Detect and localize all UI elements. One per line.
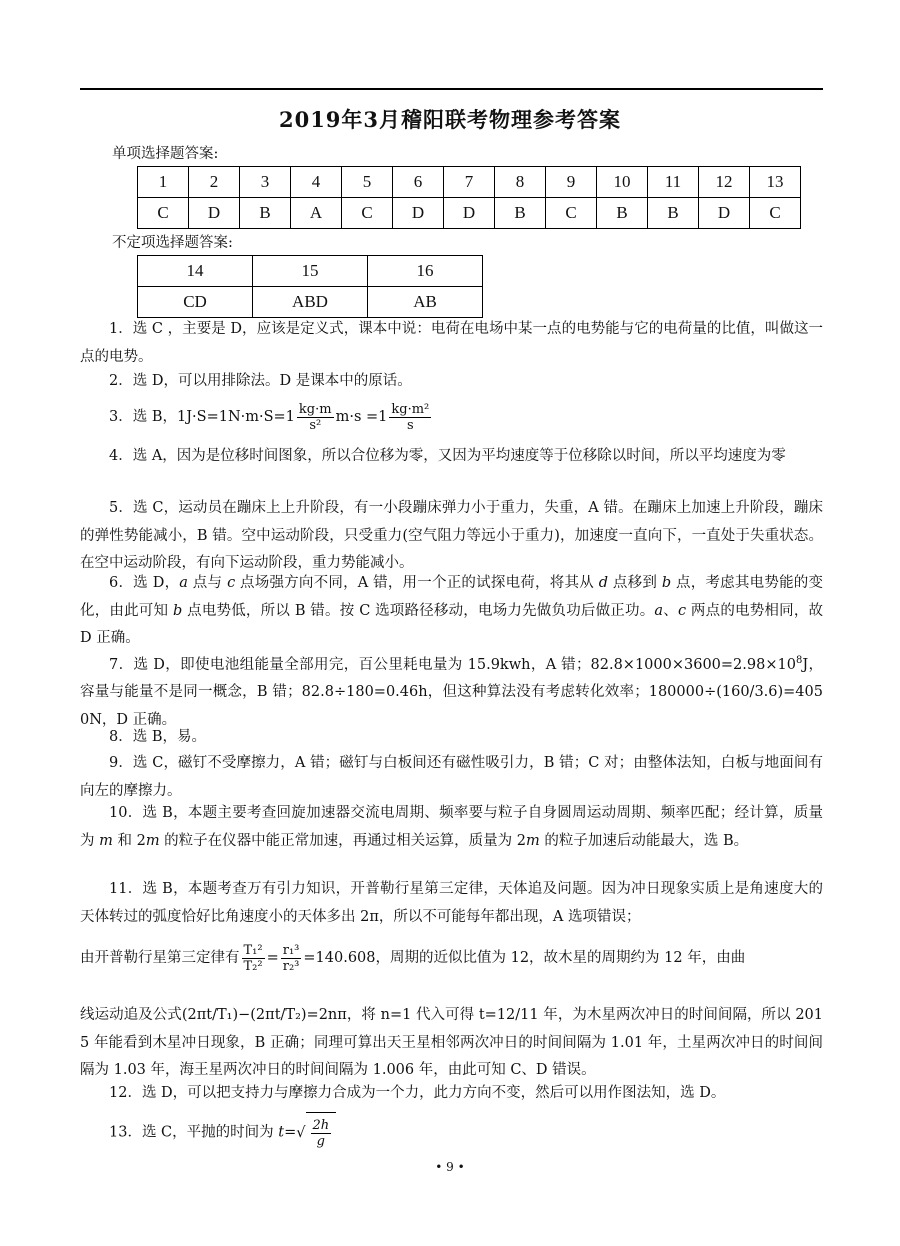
var: t (278, 1124, 285, 1141)
square-root (296, 1112, 336, 1153)
var: m (145, 832, 160, 849)
denominator: T₂² (243, 958, 263, 974)
text-span: 点场强方向不同，A 错，用一个正的试探电荷，将其从 (235, 575, 599, 591)
text-span: 7．选 D，即使电池组能量全部用完，百公里耗电量为 15.9kwh，A 错；82.8×1000×3600=2.98×10 (109, 656, 796, 673)
text-span: =140.608，周期的近似比值为 12，故木星的周期约为 12 年，由曲 (303, 950, 746, 966)
table-cell: ABD (253, 287, 368, 318)
answer-explanation-7 (80, 647, 823, 734)
answer-row (138, 198, 801, 229)
fraction (281, 943, 302, 974)
text-span: 点与 (187, 575, 228, 591)
table-cell: 12 (699, 167, 750, 198)
table-cell: CD (138, 287, 253, 318)
var: b (661, 575, 672, 591)
header-rule (80, 88, 823, 90)
table-cell: D (393, 198, 444, 229)
page-title: 2019年3月稽阳联考物理参考答案 (278, 107, 622, 132)
table-cell: 13 (750, 167, 801, 198)
var: c (227, 575, 236, 591)
answer-explanation-3 (80, 400, 823, 434)
text-span: 由开普勒行星第三定律有 (80, 950, 240, 966)
table-cell: C (750, 198, 801, 229)
table-cell: 10 (597, 167, 648, 198)
numerator: kg·m (298, 401, 332, 417)
text-span: 的粒子在仪器中能正常加速，再通过相关运算，质量为 2 (159, 832, 527, 849)
text-span: 点电势低，所以 B 错。按 C 选项路径移动，电场力先做负功后做正功。 (182, 602, 655, 619)
table-cell: 2 (189, 167, 240, 198)
table-cell: C (546, 198, 597, 229)
denominator: g (316, 1133, 325, 1149)
table-cell: 16 (368, 256, 483, 287)
text-span: 点移到 (608, 575, 662, 591)
radical-sign: √ (296, 1125, 306, 1141)
numerator: kg·m² (391, 401, 430, 417)
table-cell: B (648, 198, 699, 229)
answer-explanation-12: 12．选 D，可以把支持力与摩擦力合成为一个力，此力方向不变，然后可以用作图法知，选 D。 (109, 1085, 726, 1101)
radicand (306, 1112, 337, 1153)
table-cell: 5 (342, 167, 393, 198)
answer-explanation-8: 8．选 B，易。 (109, 729, 206, 745)
multi-choice-answer-table (137, 255, 483, 318)
fraction (297, 402, 334, 433)
text-span: 的粒子加速后动能最大，选 B。 (539, 832, 749, 849)
table-cell: 3 (240, 167, 291, 198)
fraction (242, 943, 265, 974)
table-cell: C (342, 198, 393, 229)
denominator: s² (309, 417, 322, 433)
answer-explanation-1: 1．选 C ，主要是 D，应该是定义式，课本中说：电荷在电场中某一点的电势能与它的电荷量的比值，叫做这一点的电势。 (80, 321, 823, 365)
var: d (598, 575, 609, 591)
single-choice-answer-table (137, 166, 801, 229)
text-span: 点，考虑其电势能的变化，由此可知 (80, 575, 824, 619)
question-number-row (138, 167, 801, 198)
numerator: 2h (312, 1117, 330, 1133)
table-cell: B (597, 198, 648, 229)
answer-explanation-6 (80, 570, 823, 653)
multi-choice-label: 不定项选择题答案: (112, 235, 233, 251)
table-cell: A (291, 198, 342, 229)
text-span: 13．选 C，平抛的时间为 (109, 1124, 279, 1141)
table-cell: 14 (138, 256, 253, 287)
answer-row (138, 287, 483, 318)
answer-explanation-5: 5．选 C，运动员在蹦床上上升阶段，有一小段蹦床弹力小于重力，失重，A 错。在蹦床上加速上升阶段，蹦床的弹性势能减小，B 错。空中运动阶段，只受重力(空气阻力等远小于重力)，加速度一直向下，一直处于失重状态。在空中运动阶段，有向下运动阶段，重力势能减小。 (80, 500, 823, 571)
answer-explanation-4: 4．选 A，因为是位移时间图象，所以合位移为零，又因为平均速度等于位移除以时间，所以平均速度为零 (109, 448, 786, 464)
table-cell: 8 (495, 167, 546, 198)
table-cell: 1 (138, 167, 189, 198)
text-span: 和 2 (112, 832, 146, 849)
table-cell: D (444, 198, 495, 229)
single-choice-label: 单项选择题答案: (112, 146, 219, 162)
page-number: • 9 • (435, 1160, 465, 1174)
fraction (389, 402, 431, 433)
text-span: = (266, 950, 279, 966)
text-span: 6．选 D， (109, 575, 180, 591)
answer-explanation-11b (80, 932, 823, 984)
table-cell: AB (368, 287, 483, 318)
var: a (179, 575, 188, 591)
table-cell: C (138, 198, 189, 229)
var: c (677, 602, 687, 619)
var: b (173, 602, 183, 619)
table-cell: 6 (393, 167, 444, 198)
exponent: 8 (795, 655, 803, 666)
table-cell: D (189, 198, 240, 229)
denominator: r₂³ (282, 958, 300, 974)
fraction (311, 1118, 332, 1149)
text-span: 10．选 B，本题主要考查回旋加速器交流电周期、频率要与粒子自身圆周运动周期、频率匹配；经计算，质量为 (80, 805, 823, 849)
var: m (99, 832, 113, 849)
table-cell: 7 (444, 167, 495, 198)
table-cell: 9 (546, 167, 597, 198)
denominator: s (406, 417, 414, 433)
answer-explanation-9: 9．选 C，磁钉不受摩擦力，A 错；磁钉与白板间还有磁性吸引力，B 错；C 对；由整体法知，白板与地面间有向左的摩擦力。 (80, 755, 823, 799)
answer-explanation-11a: 11．选 B，本题考查万有引力知识，开普勒行星第三定律，天体追及问题。因为冲日现象实质上是角速度大的天体转过的弧度恰好比角速度小的天体多出 2π，所以不可能每年都出现，A 选项错误； (80, 881, 823, 925)
text-span: 、 (663, 602, 678, 619)
text-span: J，容量与能量不是同一概念，B 错；82.8÷180=0.46h，但这种算法没有考虑转化效率；180000÷(160/3.6)=4050N，D 正确。 (80, 656, 823, 728)
numerator: r₁³ (282, 942, 300, 958)
answer-explanation-10 (80, 800, 823, 855)
table-cell: 11 (648, 167, 699, 198)
numerator: T₁² (243, 942, 263, 958)
table-cell: D (699, 198, 750, 229)
table-cell: B (495, 198, 546, 229)
text-span: = (284, 1124, 297, 1141)
text-span: 两点的电势相同，故 D 正确。 (80, 602, 824, 646)
question-number-row (138, 256, 483, 287)
text-span: m·s =1 (335, 409, 388, 425)
answer-explanation-13 (80, 1112, 823, 1153)
table-cell: 15 (253, 256, 368, 287)
answer-explanation-11c: 线运动追及公式(2πt/T₁)−(2πt/T₂)=2nπ，将 n=1 代入可得 t=12/11 年，为木星两次冲日的时间间隔，所以 2015 年能看到木星冲日现象，B 正确；同理可算出天王星相邻两次冲日的时间间隔为 1.01 年，土星两次冲日的时间间隔为 1.03 年，海王星两次冲日的时间间隔为 1.006 年，由此可知 C、D 错误。 (80, 1007, 823, 1078)
table-cell: 4 (291, 167, 342, 198)
answer-explanation-2: 2．选 D，可以用排除法。D 是课本中的原话。 (109, 373, 412, 389)
var: m (526, 832, 540, 849)
var: a (654, 602, 664, 619)
text-span: 3．选 B，1J·S=1N·m·S=1 (109, 409, 295, 425)
table-cell: B (240, 198, 291, 229)
